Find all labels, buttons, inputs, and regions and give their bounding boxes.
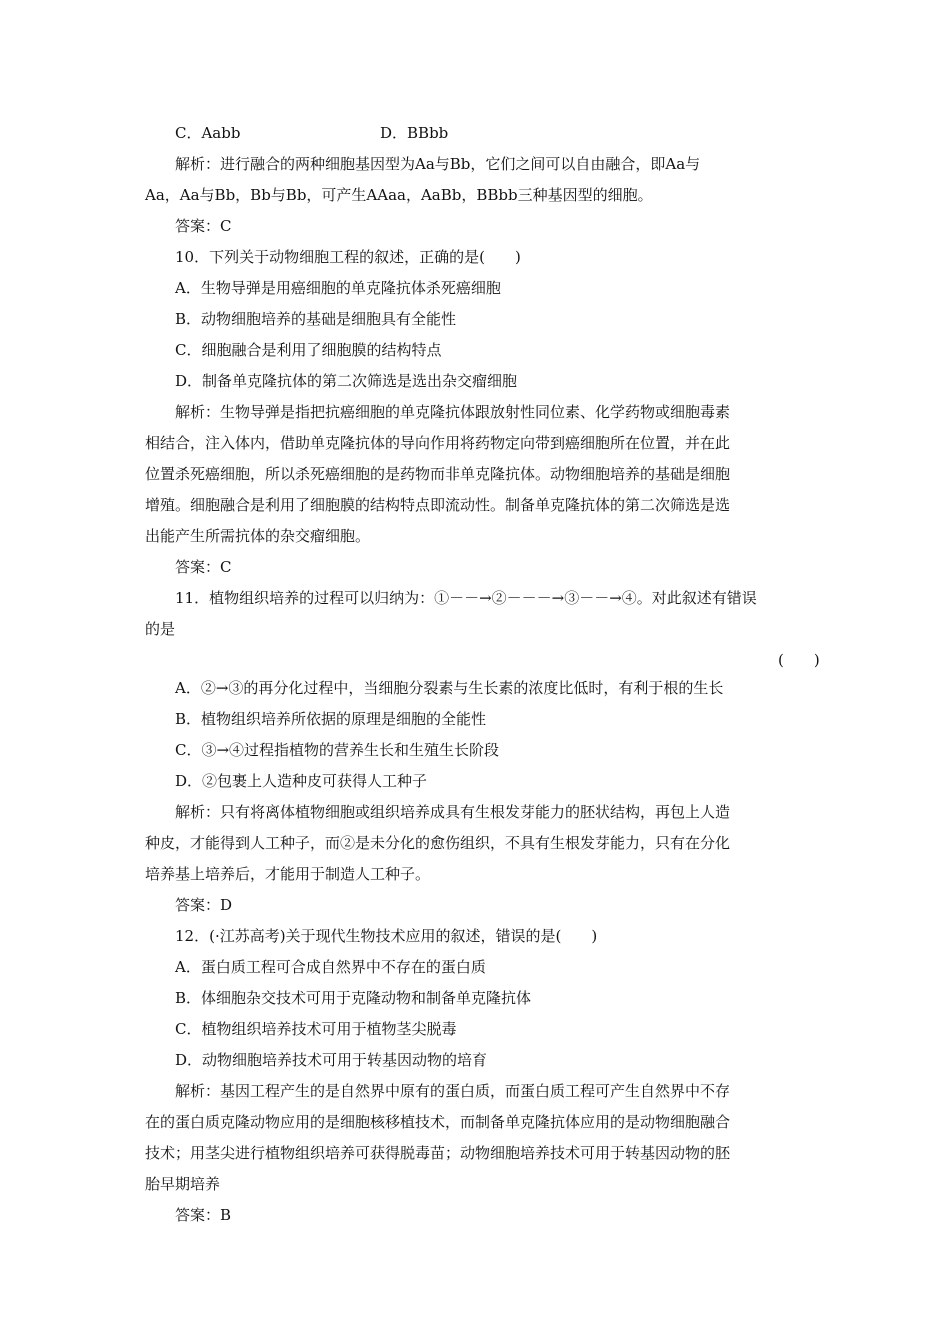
q11-answer: 答案：D xyxy=(175,896,233,914)
q10-option-a: A．生物导弹是用癌细胞的单克隆抗体杀死癌细胞 xyxy=(175,279,501,297)
q12-answer: 答案：B xyxy=(175,1206,232,1224)
q10-analysis-line-4: 增殖。细胞融合是利用了细胞膜的结构特点即流动性。制备单克隆抗体的第二次筛选是选 xyxy=(145,496,731,514)
q9-option-d: D．BBbb xyxy=(380,124,449,142)
q11-stem-line-1: 11．植物组织培养的过程可以归纳为：①－－→②－－－→③－－→④。对此叙述有错误 xyxy=(175,589,757,607)
q12-option-a: A．蛋白质工程可合成自然界中不存在的蛋白质 xyxy=(175,958,486,976)
q9-options-row xyxy=(175,123,448,143)
q11-option-c: C．③→④过程指植物的营养生长和生殖生长阶段 xyxy=(175,741,500,759)
q11-stem-line-2: 的是 xyxy=(145,620,176,638)
q11-analysis-line-2: 种皮，才能得到人工种子，而②是未分化的愈伤组织，不具有生根发芽能力，只有在分化 xyxy=(145,834,731,852)
q12-analysis-line-1: 解析：基因工程产生的是自然界中原有的蛋白质，而蛋白质工程可产生自然界中不存 xyxy=(175,1082,731,1100)
q11-option-b: B．植物组织培养所依据的原理是细胞的全能性 xyxy=(175,710,487,728)
q9-answer: 答案：C xyxy=(175,217,232,235)
q11-answer-paren: ( ) xyxy=(778,651,820,669)
q11-analysis-line-1: 解析：只有将离体植物细胞或组织培养成具有生根发芽能力的胚状结构，再包上人造 xyxy=(175,803,731,821)
q10-stem: 10．下列关于动物细胞工程的叙述，正确的是( ) xyxy=(175,248,521,266)
q10-analysis-line-2: 相结合，注入体内，借助单克隆抗体的导向作用将药物定向带到癌细胞所在位置，并在此 xyxy=(145,434,731,452)
q10-option-b: B．动物细胞培养的基础是细胞具有全能性 xyxy=(175,310,457,328)
q10-answer: 答案：C xyxy=(175,558,232,576)
q12-stem: 12．(·江苏高考)关于现代生物技术应用的叙述，错误的是( ) xyxy=(175,927,598,945)
q12-analysis-line-3: 技术；用茎尖进行植物组织培养可获得脱毒苗；动物细胞培养技术可用于转基因动物的胚 xyxy=(145,1144,731,1162)
q11-option-d: D．②包裹上人造种皮可获得人工种子 xyxy=(175,772,428,790)
q10-option-d: D．制备单克隆抗体的第二次筛选是选出杂交瘤细胞 xyxy=(175,372,518,390)
q10-analysis-line-3: 位置杀死癌细胞，所以杀死癌细胞的是药物而非单克隆抗体。动物细胞培养的基础是细胞 xyxy=(145,465,731,483)
q10-analysis-line-5: 出能产生所需抗体的杂交瘤细胞。 xyxy=(145,527,371,545)
q9-analysis-line-1: 解析：进行融合的两种细胞基因型为Aa与Bb，它们之间可以自由融合，即Aa与 xyxy=(175,155,701,173)
q12-analysis-line-2: 在的蛋白质克隆动物应用的是细胞核移植技术，而制备单克隆抗体应用的是动物细胞融合 xyxy=(145,1113,731,1131)
q12-analysis-line-4: 胎早期培养 xyxy=(145,1175,221,1193)
q11-option-a: A．②→③的再分化过程中，当细胞分裂素与生长素的浓度比低时，有利于根的生长 xyxy=(175,679,724,697)
q9-analysis-line-2: Aa，Aa与Bb，Bb与Bb，可产生AAaa，AaBb，BBbb三种基因型的细胞。 xyxy=(145,186,653,204)
q12-option-b: B．体细胞杂交技术可用于克隆动物和制备单克隆抗体 xyxy=(175,989,532,1007)
q11-analysis-line-3: 培养基上培养后，才能用于制造人工种子。 xyxy=(145,865,431,883)
q10-option-c: C．细胞融合是利用了细胞膜的结构特点 xyxy=(175,341,442,359)
q12-option-d: D．动物细胞培养技术可用于转基因动物的培育 xyxy=(175,1051,488,1069)
q12-option-c: C．植物组织培养技术可用于植物茎尖脱毒 xyxy=(175,1020,457,1038)
q9-option-c: C．Aabb xyxy=(175,124,241,142)
q10-analysis-line-1: 解析：生物导弹是指把抗癌细胞的单克隆抗体跟放射性同位素、化学药物或细胞毒素 xyxy=(175,403,731,421)
